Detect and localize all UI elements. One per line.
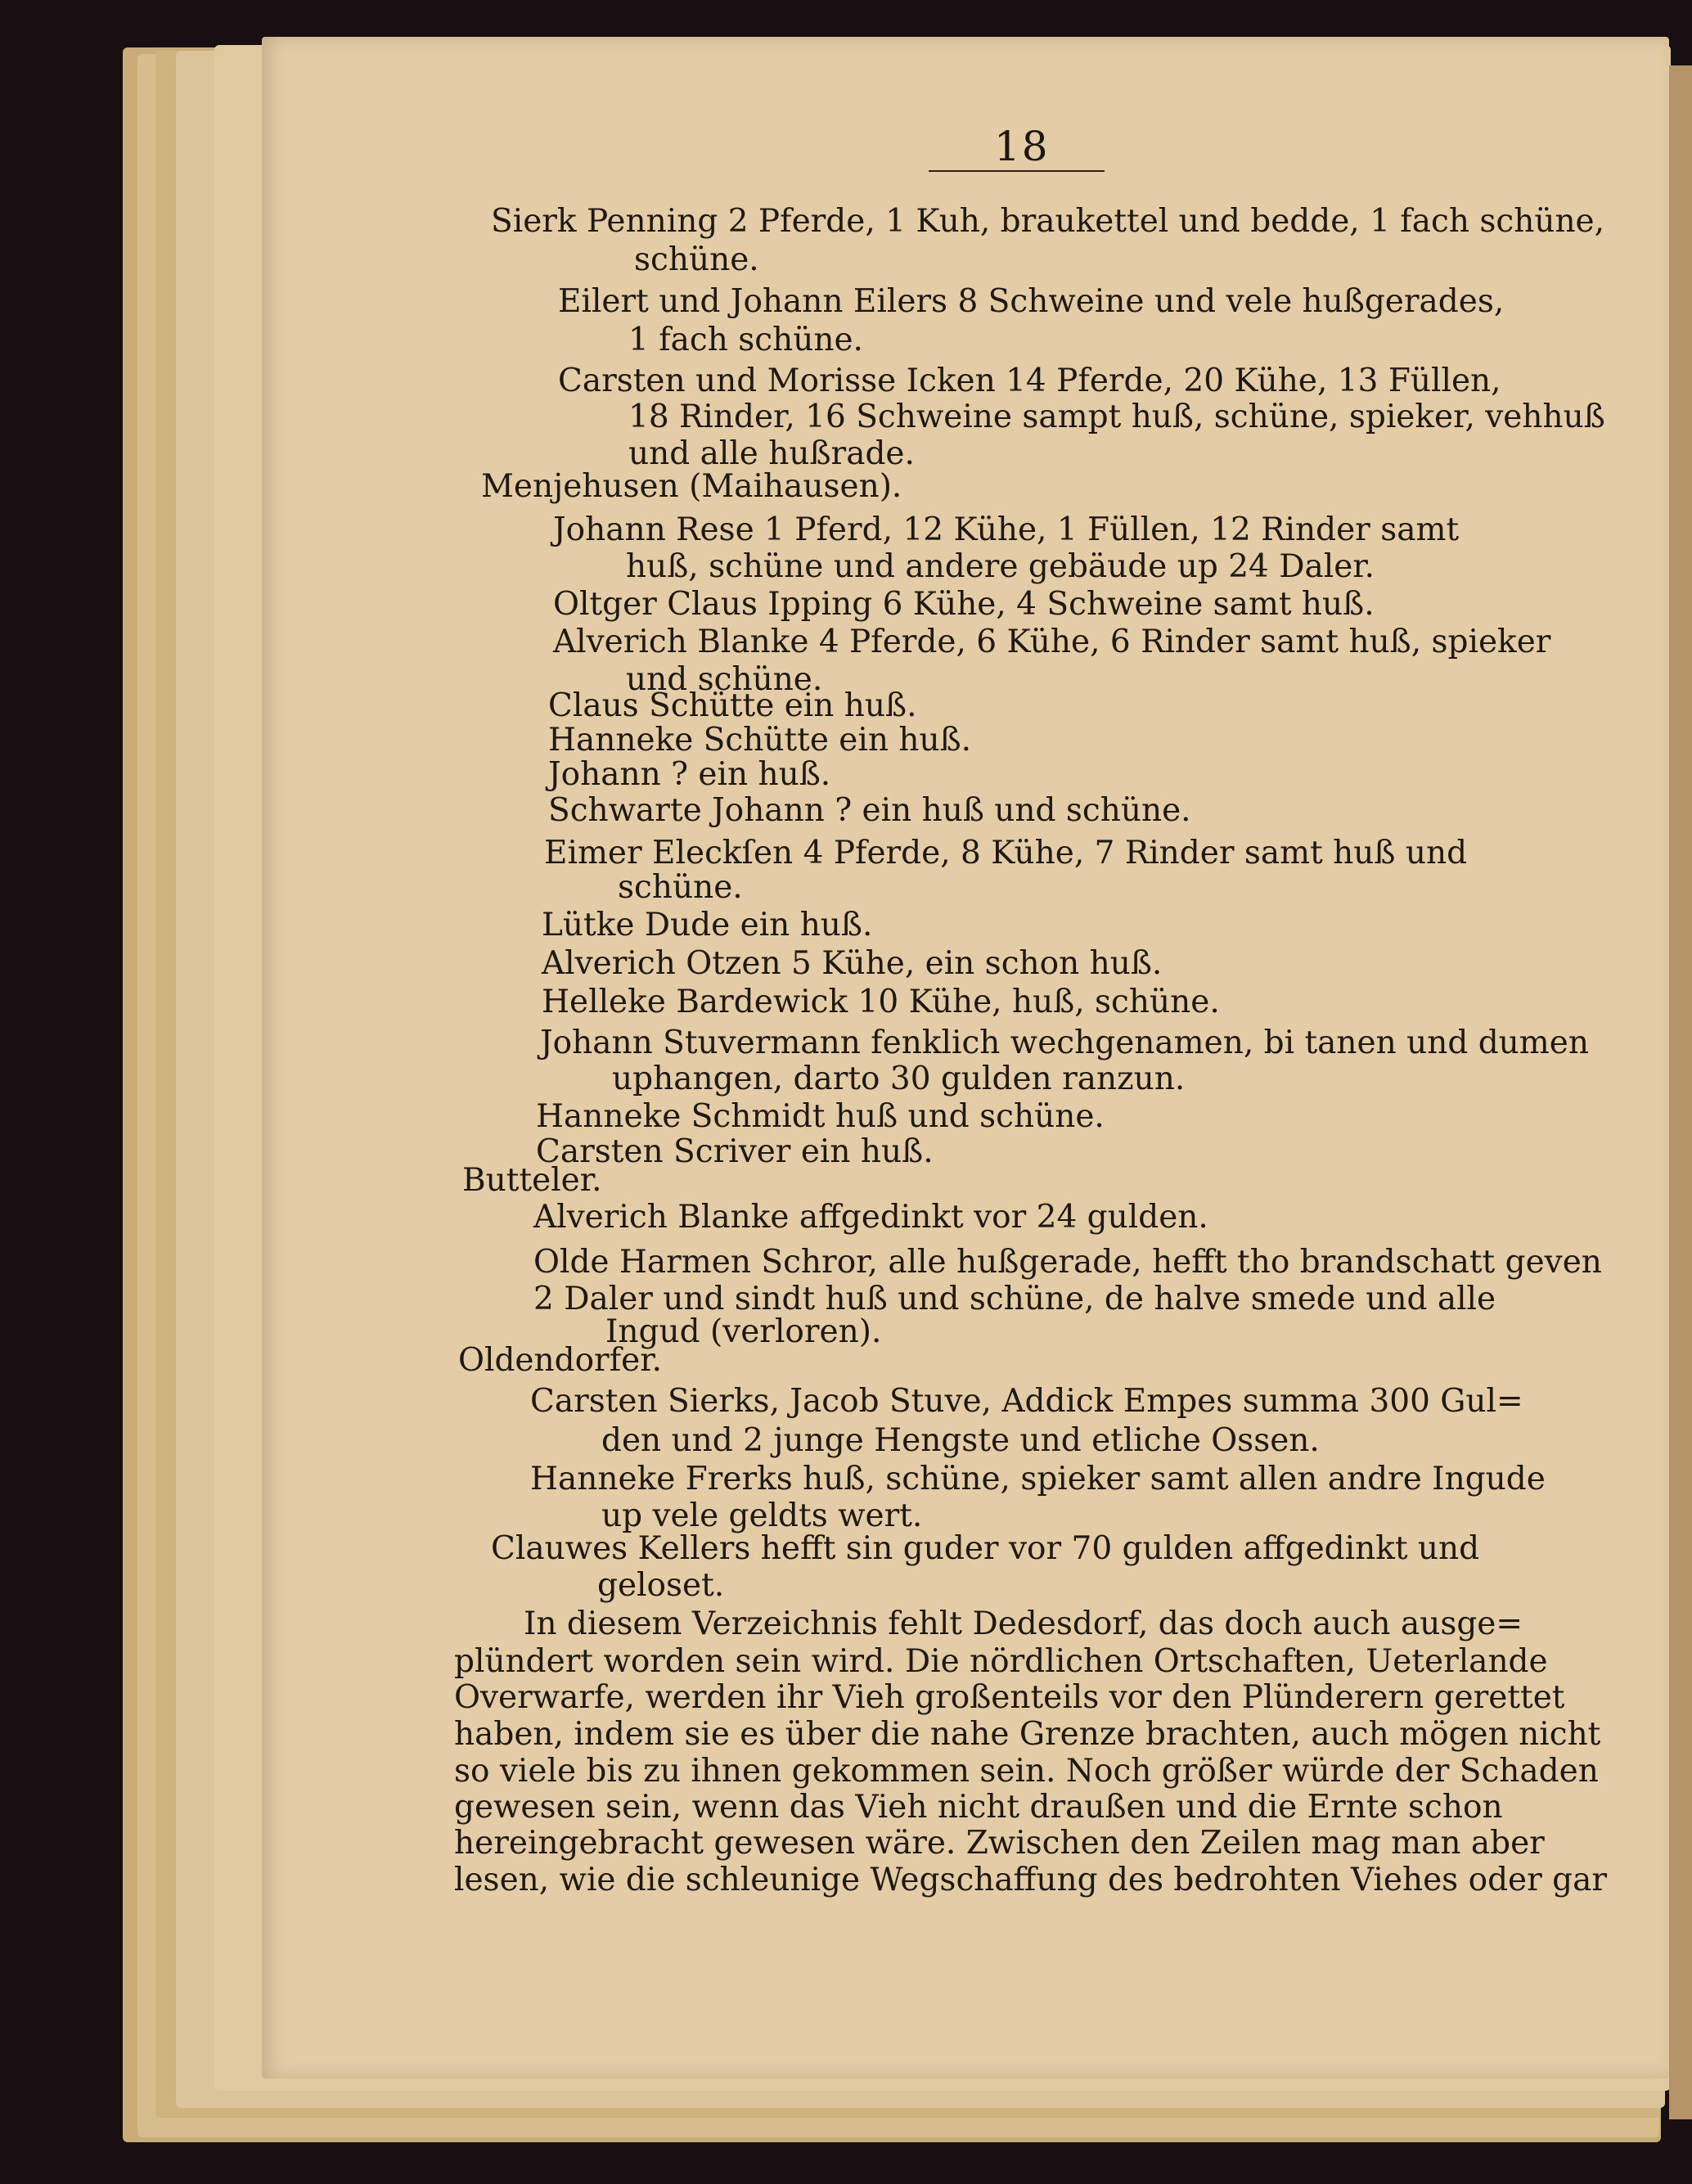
section-heading: Oldendorfer. bbox=[458, 1342, 662, 1379]
text-line: schüne. bbox=[634, 241, 759, 278]
text-line: up vele geldts wert. bbox=[601, 1497, 923, 1534]
text-line: Johann Rese 1 Pferd, 12 Kühe, 1 Füllen, 12 Rinder samt bbox=[553, 511, 1460, 548]
text-line: 2 Daler und sindt huß und schüne, de halve smede und alle bbox=[533, 1281, 1496, 1317]
text-line: 18 Rinder, 16 Schweine sampt huß, schüne, spieker, vehhuß bbox=[628, 399, 1605, 435]
text-line: Oltger Claus Ipping 6 Kühe, 4 Schweine samt huß. bbox=[553, 586, 1375, 623]
text-line: geloset. bbox=[597, 1567, 725, 1604]
text-line: Carsten Scriver ein huß. bbox=[536, 1133, 934, 1170]
text-line: und alle hußrade. bbox=[628, 435, 915, 472]
text-line: uphangen, darto 30 gulden ranzun. bbox=[612, 1060, 1186, 1097]
text-line: hereingebracht gewesen wäre. Zwischen den Zeilen mag man aber bbox=[454, 1825, 1545, 1862]
text-line: huß, schüne und andere gebäude up 24 Daler. bbox=[626, 548, 1375, 585]
text-line: Helleke Bardewick 10 Kühe, huß, schüne. bbox=[542, 984, 1220, 1020]
text-line: Carsten Sierks, Jacob Stuve, Addick Empes summa 300 Gul= bbox=[530, 1383, 1523, 1420]
text-line: Alverich Blanke affgedinkt vor 24 gulden. bbox=[533, 1199, 1208, 1236]
text-line: Ingud (verloren). bbox=[605, 1313, 882, 1350]
text-line: Eimer Eleckſen 4 Pferde, 8 Kühe, 7 Rinder samt huß und bbox=[544, 835, 1468, 871]
text-line: Johann Stuvermann fenklich wechgenamen, bi tanen und dumen bbox=[540, 1024, 1589, 1061]
text-line: 1 fach schüne. bbox=[628, 322, 863, 358]
text-line: Johann ? ein huß. bbox=[548, 756, 831, 793]
text-line: gewesen sein, wenn das Vieh nicht draußen und die Ernte schon bbox=[454, 1789, 1503, 1826]
section-heading: Menjehusen (Maihausen). bbox=[481, 468, 902, 505]
text-line: den und 2 junge Hengste und etliche Ossen. bbox=[601, 1422, 1320, 1459]
text-line: so viele bis zu ihnen gekommen sein. Noch größer würde der Schaden bbox=[454, 1753, 1599, 1790]
text-line: Alverich Blanke 4 Pferde, 6 Kühe, 6 Rinder samt huß, spieker bbox=[553, 624, 1551, 660]
page-number: 18 bbox=[994, 123, 1050, 170]
text-line: haben, indem sie es über die nahe Grenze brachten, auch mögen nicht bbox=[454, 1716, 1601, 1753]
text-line: Claus Schütte ein huß. bbox=[548, 687, 917, 724]
text-line: Hanneke Schütte ein huß. bbox=[548, 722, 972, 759]
text-line: Hanneke Frerks huß, schüne, spieker samt allen andre Ingude bbox=[530, 1461, 1546, 1497]
text-line: lesen, wie die schleunige Wegschaffung des bedrohten Viehes oder gar bbox=[454, 1862, 1608, 1898]
text-line: Carsten und Morisse Icken 14 Pferde, 20 Kühe, 13 Füllen, bbox=[558, 362, 1501, 399]
text-line: Alverich Otzen 5 Kühe, ein schon huß. bbox=[542, 945, 1163, 982]
section-heading: Butteler. bbox=[462, 1162, 602, 1199]
text-line: Lütke Dude ein huß. bbox=[542, 907, 873, 943]
text-line: plündert worden sein wird. Die nördlichen Ortschaften, Ueterlande bbox=[454, 1643, 1548, 1680]
text-line: schüne. bbox=[618, 869, 743, 906]
text-line: Eilert und Johann Eilers 8 Schweine und vele hußgerades, bbox=[558, 283, 1505, 320]
text-line: Sierk Penning 2 Pferde, 1 Kuh, braukettel und bedde, 1 fach schüne, bbox=[491, 203, 1605, 240]
header-rule bbox=[929, 170, 1105, 172]
text-line: und schüne. bbox=[626, 661, 823, 698]
text-line: Olde Harmen Schror, alle hußgerade, hefft tho brandschatt geven bbox=[533, 1244, 1602, 1281]
text-line: Clauwes Kellers hefft sin guder vor 70 gulden affgedinkt und bbox=[491, 1530, 1480, 1567]
book-spine-edge bbox=[1669, 65, 1692, 2119]
text-line: Schwarte Johann ? ein huß und schüne. bbox=[548, 792, 1191, 829]
text-line: Hanneke Schmidt huß und schüne. bbox=[536, 1098, 1105, 1135]
text-line: In diesem Verzeichnis fehlt Dedesdorf, das doch auch ausge= bbox=[524, 1605, 1523, 1642]
text-line: Overwarfe, werden ihr Vieh großenteils vor den Plünderern gerettet bbox=[454, 1679, 1565, 1716]
